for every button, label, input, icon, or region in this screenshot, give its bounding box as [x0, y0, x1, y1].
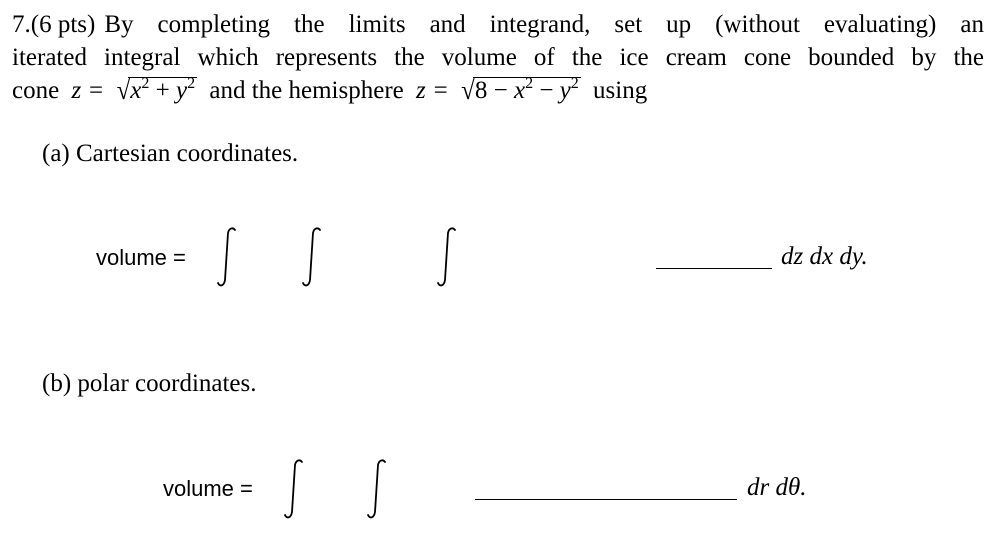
problem-line-1	[12, 8, 984, 41]
using-word: using	[593, 77, 648, 104]
integral-sign-1	[216, 226, 238, 288]
part-a-volume-label: volume =	[96, 245, 186, 270]
problem-line-2-text: iterated integral which represents the volume of the ice cream cone bounded by the	[12, 44, 984, 71]
cone-radicand: $x^2 + y^2$	[128, 77, 197, 107]
part-b-volume-label: volume =	[163, 476, 253, 501]
part-a-integrand-blank[interactable]	[656, 268, 772, 269]
part-b-integrand-blank[interactable]	[475, 499, 737, 500]
integral-sign-4	[283, 458, 305, 520]
cone-equation-lhs: z =	[71, 77, 105, 104]
part-a-label: (a) Cartesian coordinates.	[42, 140, 299, 167]
part-b-label: (b) polar coordinates.	[42, 370, 257, 397]
hemisphere-radicand: $8 - x^2 - y^2$	[473, 77, 581, 107]
integral-sign-5	[366, 458, 388, 520]
problem-number: 7.	[12, 11, 31, 38]
part-b-differential: dr dθ.	[747, 474, 807, 501]
integral-sign-3	[436, 226, 458, 288]
integral-sign-2	[301, 226, 323, 288]
hemisphere-equation-lhs: z =	[416, 77, 449, 104]
problem-points: (6 pts)	[30, 11, 96, 38]
problem-statement	[12, 8, 984, 107]
part-a-differential: dz dx dy.	[781, 243, 868, 270]
cone-word: cone	[12, 77, 60, 104]
problem-line-3	[12, 74, 984, 107]
problem-line-1-text: By completing the limits and integrand, set up (without evaluating) an	[104, 11, 984, 38]
hemisphere-radical-sign: √	[461, 75, 475, 106]
problem-line-2	[12, 41, 984, 74]
cone-radical-sign: √	[116, 75, 131, 106]
hemisphere-text: and the hemisphere	[209, 77, 404, 104]
